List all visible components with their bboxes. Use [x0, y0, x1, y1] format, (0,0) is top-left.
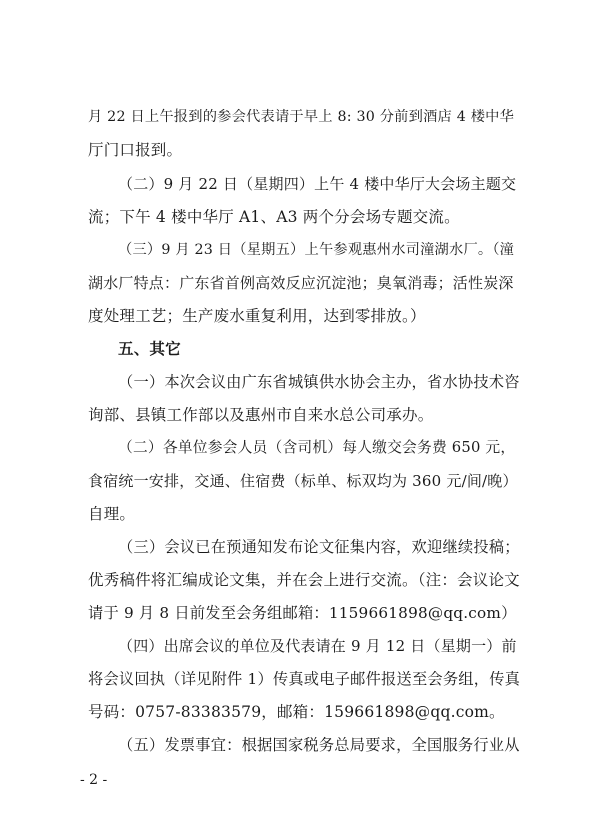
body-line: 将会议回执（详见附件 1）传真或电子邮件报送至会务组，传真	[88, 670, 521, 688]
body-line: （五）发票事宜：根据国家税务总局要求，全国服务行业从	[118, 736, 520, 754]
body-line: 流；下午 4 楼中华厅 A1、A3 两个分会场专题交流。	[88, 208, 460, 226]
body-line: （二）各单位参会人员（含司机）每人缴交会务费 650 元，	[118, 439, 516, 456]
body-line: 号码：0757-83383579，邮箱：159661898@qq.com。	[88, 703, 505, 721]
section-heading: 五、其它	[118, 340, 181, 358]
body-line: 请于 9 月 8 日前发至会务组邮箱：1159661898@qq.com）	[88, 604, 517, 622]
body-line: （四）出席会议的单位及代表请在 9 月 12 日（星期一）前	[118, 637, 517, 655]
body-line: 优秀稿件将汇编成论文集，并在会上进行交流。（注：会议论文	[88, 571, 520, 589]
body-line: （三）会议已在预通知发布论文征集内容，欢迎继续投稿；	[118, 538, 520, 556]
body-line: （二）9 月 22 日（星期四）上午 4 楼中华厅大会场主题交	[118, 175, 517, 193]
page-number: - 2 -	[80, 772, 108, 788]
body-line: 询部、县镇工作部以及惠州市自来水总公司承办。	[88, 406, 434, 424]
body-line: （三）9 月 23 日（星期五）上午参观惠州水司潼湖水厂。（潼	[118, 242, 515, 258]
body-line: 月 22 日上午报到的参会代表请于早上 8: 30 分前到酒店 4 楼中华	[88, 109, 515, 125]
body-line: （一）本次会议由广东省城镇供水协会主办，省水协技术咨	[118, 373, 520, 391]
body-line: 湖水厂特点：广东省首例高效反应沉淀池；臭氧消毒；活性炭深	[88, 274, 514, 292]
body-line: 度处理工艺；生产废水重复利用，达到零排放。）	[88, 307, 426, 325]
body-line: 食宿统一安排，交通、住宿费（标单、标双均为 360 元/间/晚）	[88, 472, 518, 490]
body-line: 厅门口报到。	[88, 141, 183, 159]
body-line: 自理。	[88, 505, 136, 523]
